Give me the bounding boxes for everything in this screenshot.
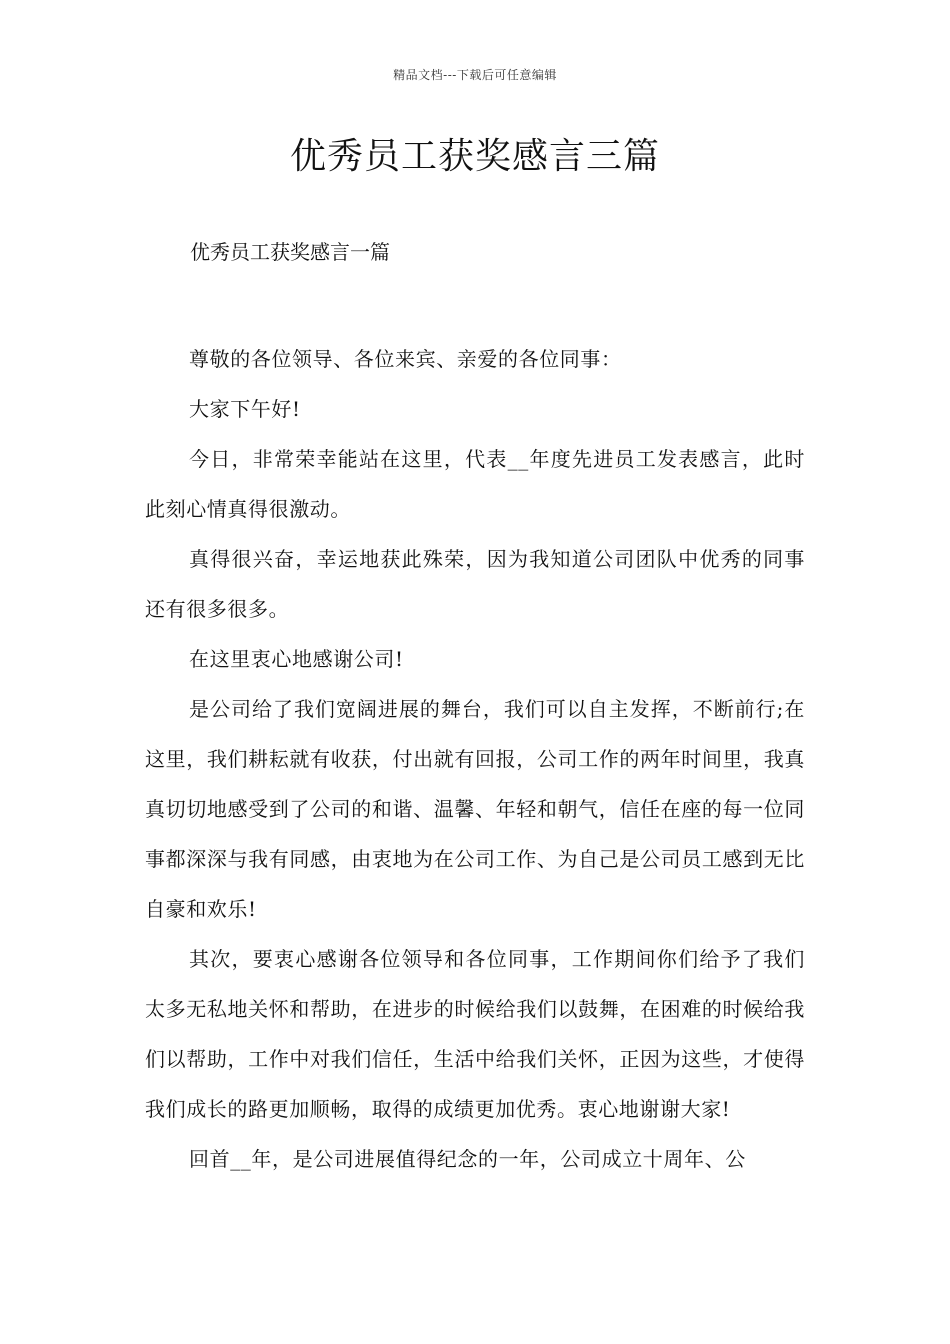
paragraph: 今日，非常荣幸能站在这里，代表__年度先进员工发表感言，此时此刻心情真得很激动。: [145, 447, 805, 521]
paragraph: 是公司给了我们宽阔进展的舞台，我们可以自主发挥，不断前行;在这里，我们耕耘就有收获，付出就有回报，公司工作的两年时间里，我真真切切地感受到了公司的和谐、温馨、年轻和朝气，信任在座的每一位同事都深深与我有同感，由衷地为在公司工作、为自己是公司员工感到无比自豪和欢乐!: [145, 697, 805, 921]
paragraph-salutation: 尊敬的各位领导、各位来宾、亲爱的各位同事：: [189, 347, 622, 371]
paragraph: 回首__年，是公司进展值得纪念的一年，公司成立十周年、公: [189, 1147, 746, 1171]
paragraph: 真得很兴奋，幸运地获此殊荣，因为我知道公司团队中优秀的同事还有很多很多。: [145, 547, 805, 621]
document-title: 优秀员工获奖感言三篇: [289, 136, 660, 177]
paragraph-greeting: 大家下午好!: [189, 397, 301, 421]
body-text: [145, 334, 805, 1184]
header-note: 精品文档---下载后可任意编辑: [393, 68, 557, 82]
paragraph: 其次，要衷心感谢各位领导和各位同事，工作期间你们给予了我们太多无私地关怀和帮助，在进步的时候给我们以鼓舞，在困难的时候给我们以帮助，工作中对我们信任，生活中给我们关怀，正因为这些，才使得我们成长的路更加顺畅，取得的成绩更加优秀。衷心地谢谢大家!: [145, 947, 805, 1121]
section-subtitle: 优秀员工获奖感言一篇: [190, 240, 390, 264]
paragraph: 在这里衷心地感谢公司!: [189, 647, 404, 671]
